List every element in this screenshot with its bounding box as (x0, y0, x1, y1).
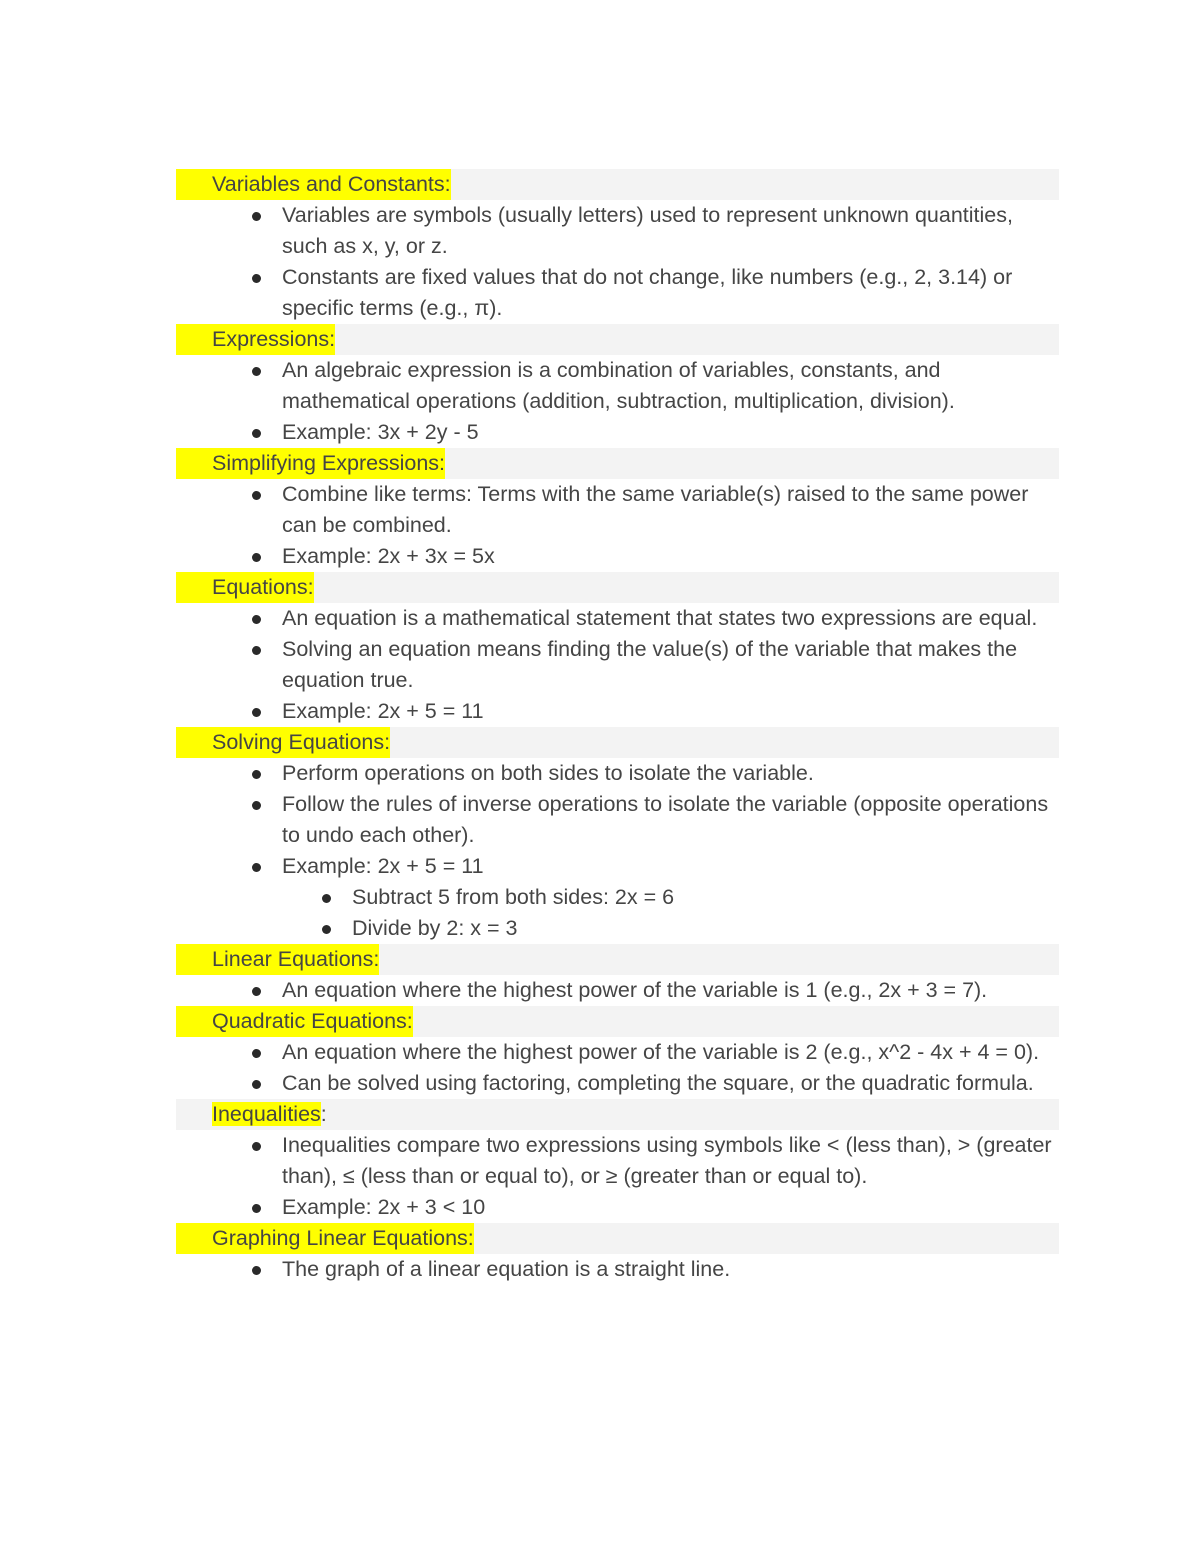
section-heading-text: Simplifying Expressions: (212, 451, 446, 475)
section-heading (212, 448, 445, 479)
bullet-icon (322, 894, 331, 903)
section (176, 944, 1059, 1006)
bullet-list (176, 975, 1059, 1006)
list-item (176, 1192, 1059, 1223)
section-heading-text: Expressions: (212, 327, 336, 351)
section-heading-row (176, 572, 1059, 603)
section-heading-row (176, 1006, 1059, 1037)
section-heading (212, 324, 335, 355)
section-heading-row (176, 169, 1059, 200)
section-heading-text: Equations: (212, 575, 314, 599)
section-heading (212, 944, 379, 975)
document-body (176, 169, 1059, 1285)
list-item-text: Subtract 5 from both sides: 2x = 6 (352, 885, 675, 909)
list-item (176, 355, 1059, 417)
list-item-text: Divide by 2: x = 3 (352, 916, 518, 940)
list-item (176, 262, 1059, 324)
list-item-text: Example: 2x + 5 = 11 (282, 854, 484, 878)
list-item-text: Inequalities compare two expressions using symbols like < (less than), > (greater than), ≤ (less than or equal to), or ≥ (greater than or equal to). (282, 1133, 1052, 1188)
list-item-text: Solving an equation means finding the value(s) of the variable that makes the equation true. (282, 637, 1018, 692)
list-item-text: An algebraic expression is a combination of variables, constants, and mathematical operations (addition, subtraction, multiplication, division). (282, 358, 955, 413)
section-heading (212, 1223, 474, 1254)
section (176, 324, 1059, 448)
list-item-text: Example: 2x + 3x = 5x (282, 544, 495, 568)
section-heading-row (176, 448, 1059, 479)
sub-list-item (176, 913, 1059, 944)
list-item (176, 541, 1059, 572)
list-item-text: Follow the rules of inverse operations to isolate the variable (opposite operations to undo each other). (282, 792, 1049, 847)
section-heading (212, 1006, 413, 1037)
bullet-icon (252, 1204, 261, 1213)
list-item-text: An equation where the highest power of the variable is 2 (e.g., x^2 - 4x + 4 = 0). (282, 1040, 1040, 1064)
list-item-text: An equation where the highest power of the variable is 1 (e.g., 2x + 3 = 7). (282, 978, 988, 1002)
bullet-icon (252, 801, 261, 810)
bullet-icon (252, 770, 261, 779)
list-item-text: An equation is a mathematical statement that states two expressions are equal. (282, 606, 1038, 630)
list-item (176, 479, 1059, 541)
bullet-list (176, 479, 1059, 572)
bullet-icon (252, 1080, 261, 1089)
list-item (176, 200, 1059, 262)
bullet-icon (252, 646, 261, 655)
section-heading-text: Variables and Constants: (212, 172, 451, 196)
section-heading-row (176, 944, 1059, 975)
list-item-text: Variables are symbols (usually letters) used to represent unknown quantities, such as x, y, or z. (282, 203, 1013, 258)
section (176, 727, 1059, 944)
bullet-icon (252, 987, 261, 996)
list-item (176, 851, 1059, 882)
list-item-text: The graph of a linear equation is a straight line. (282, 1257, 731, 1281)
section-heading-row (176, 1223, 1059, 1254)
list-item (176, 417, 1059, 448)
section (176, 1099, 1059, 1223)
bullet-icon (252, 367, 261, 376)
list-item (176, 696, 1059, 727)
bullet-list (176, 758, 1059, 944)
section-heading-suffix: : (320, 1102, 327, 1126)
section-heading-row (176, 1099, 1059, 1130)
list-item (176, 1068, 1059, 1099)
bullet-icon (252, 1142, 261, 1151)
list-item-text: Perform operations on both sides to isolate the variable. (282, 761, 814, 785)
section (176, 1006, 1059, 1099)
list-item (176, 603, 1059, 634)
section (176, 169, 1059, 324)
list-item-text: Constants are fixed values that do not change, like numbers (e.g., 2, 3.14) or specific terms (e.g., π). (282, 265, 1013, 320)
list-item-text: Combine like terms: Terms with the same variable(s) raised to the same power can be combined. (282, 482, 1029, 537)
section (176, 1223, 1059, 1285)
bullet-icon (252, 863, 261, 872)
bullet-icon (252, 429, 261, 438)
list-item (176, 789, 1059, 851)
section-heading-text: Inequalities (212, 1102, 321, 1126)
section (176, 448, 1059, 572)
list-item (176, 975, 1059, 1006)
section-heading-text: Graphing Linear Equations: (212, 1226, 474, 1250)
bullet-icon (252, 212, 261, 221)
bullet-icon (252, 553, 261, 562)
bullet-list (176, 355, 1059, 448)
section-heading-text: Linear Equations: (212, 947, 380, 971)
bullet-list (176, 1130, 1059, 1223)
sub-list-item (176, 882, 1059, 913)
bullet-icon (322, 925, 331, 934)
list-item (176, 1130, 1059, 1192)
section-heading-row (176, 727, 1059, 758)
list-item-text: Example: 3x + 2y - 5 (282, 420, 479, 444)
section-heading (212, 1099, 327, 1130)
list-item-text: Can be solved using factoring, completing the square, or the quadratic formula. (282, 1071, 1034, 1095)
list-item (176, 758, 1059, 789)
section-heading (212, 572, 314, 603)
list-item (176, 1037, 1059, 1068)
list-item-text: Example: 2x + 3 < 10 (282, 1195, 486, 1219)
section-heading-row (176, 324, 1059, 355)
list-item (176, 1254, 1059, 1285)
bullet-icon (252, 1266, 261, 1275)
section-heading (212, 727, 390, 758)
section (176, 572, 1059, 727)
section-heading (212, 169, 451, 200)
section-heading-text: Quadratic Equations: (212, 1009, 413, 1033)
bullet-icon (252, 1049, 261, 1058)
list-item-text: Example: 2x + 5 = 11 (282, 699, 484, 723)
bullet-icon (252, 274, 261, 283)
bullet-list (176, 1037, 1059, 1099)
bullet-icon (252, 615, 261, 624)
bullet-list (176, 1254, 1059, 1285)
bullet-icon (252, 708, 261, 717)
section-heading-text: Solving Equations: (212, 730, 391, 754)
list-item (176, 634, 1059, 696)
bullet-list (176, 603, 1059, 727)
bullet-list (176, 200, 1059, 324)
bullet-icon (252, 491, 261, 500)
